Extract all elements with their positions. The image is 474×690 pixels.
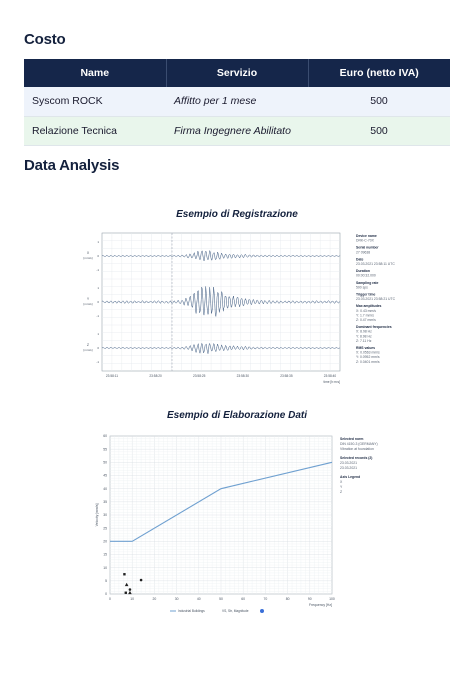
x-axis-label: Frequency [Hz] — [309, 603, 332, 607]
info-line: Z: 0.47 mm/s — [356, 318, 376, 322]
side-info-line: Z — [340, 490, 343, 494]
y-tick-label: 45 — [103, 473, 107, 478]
table-row — [24, 87, 450, 116]
cost-table — [24, 59, 450, 146]
costo-heading: Costo — [24, 31, 66, 48]
channel-label: X — [86, 251, 90, 255]
y-tick-label: 50 — [103, 460, 107, 465]
header-servizio: Servizio — [166, 59, 308, 87]
side-info-line: Vibration at foundation — [340, 447, 374, 451]
y-axis-label: Velocity [mm/s] — [95, 503, 99, 527]
y-tick-label: 60 — [103, 434, 107, 439]
side-info-line: Selected norm — [340, 437, 364, 441]
info-line: Device name — [356, 234, 377, 238]
x-axis-label: time [h:m:s] — [323, 380, 340, 384]
legend-item: Industrial Buildings — [178, 609, 205, 614]
info-line: 23.03.2021 23:58:11 UTC — [356, 262, 395, 266]
y-tick-label: -1 — [96, 314, 99, 318]
x-tick-label: 60 — [241, 597, 246, 601]
header-name: Name — [24, 59, 166, 87]
info-line: 00:00:32.000 — [356, 273, 376, 278]
info-line: Z: 0.0401 mm/s — [356, 359, 380, 364]
y-tick-label: 1 — [97, 286, 99, 290]
x-tick-label: 20 — [152, 597, 157, 601]
x-tick-label: 100 — [329, 597, 335, 601]
x-tick-label: 23:58:35 — [280, 374, 293, 378]
y-tick-label: -1 — [96, 268, 99, 272]
x-tick-label: 23:58:11 — [105, 374, 119, 378]
cell-name: Syscom ROCK — [24, 87, 166, 116]
y-tick-label: 1 — [97, 332, 99, 336]
x-tick-label: 23:58:20 — [149, 374, 162, 378]
channel-unit: [mm/s] — [83, 348, 93, 352]
y-tick-label: 15 — [103, 552, 107, 557]
cell-servizio: Affitto per 1 mese — [166, 87, 308, 116]
data-point-z — [125, 592, 127, 594]
y-tick-label: 20 — [103, 539, 107, 544]
processing-chart — [92, 430, 392, 616]
info-line: Serial number — [356, 245, 379, 250]
x-tick-label: 23:58:40 — [323, 374, 337, 378]
x-tick-label: 23:58:25 — [192, 374, 206, 378]
info-line: X: 8.98 Hz — [356, 329, 372, 334]
y-tick-label: 0 — [97, 346, 99, 350]
x-tick-label: 90 — [307, 597, 312, 601]
info-line: Duration — [356, 269, 370, 274]
figure2-title: Esempio di Elaborazione Dati — [166, 410, 308, 421]
side-info-line: Selected records (2) — [340, 456, 373, 460]
y-tick-label: 10 — [103, 565, 107, 570]
channel-unit: [mm/s] — [83, 302, 93, 306]
y-tick-label: 0 — [97, 254, 99, 258]
side-info-line: Y — [340, 485, 343, 489]
figure1-title: Esempio di Registrazione — [176, 209, 298, 220]
x-tick-label: 30 — [174, 597, 179, 601]
info-line: Y: 8.98 Hz — [356, 334, 372, 339]
data-point-y — [140, 579, 143, 582]
cell-euro: 500 — [308, 116, 450, 145]
y-tick-label: 0 — [97, 300, 99, 304]
y-tick-label: 0 — [105, 592, 107, 597]
y-tick-label: 30 — [103, 513, 107, 518]
legend-item: VS, Str, Magnitude — [222, 609, 249, 614]
cost-table-header — [24, 59, 450, 87]
channel-label: Z — [86, 343, 90, 347]
side-info-line: Axis Legend — [340, 475, 361, 479]
y-tick-label: 55 — [103, 447, 107, 452]
x-tick-label: 70 — [263, 597, 268, 601]
info-icon — [260, 609, 264, 613]
registration-chart — [78, 229, 398, 389]
info-line: RMS values — [356, 346, 376, 350]
info-line: Trigger time — [356, 292, 376, 297]
data-analysis-heading: Data Analysis — [24, 157, 120, 174]
data-point-z — [123, 573, 125, 575]
info-line: 500 sps — [356, 285, 368, 290]
x-tick-label: 23:58:30 — [236, 374, 250, 378]
x-tick-label: 0 — [109, 597, 111, 601]
channel-label: Y — [86, 297, 90, 301]
info-line: Max amplitudes — [356, 304, 382, 309]
y-tick-label: 5 — [105, 579, 107, 584]
header-euro: Euro (netto IVA) — [308, 59, 450, 87]
info-line: X: 0.0563 mm/s — [356, 350, 380, 355]
cell-euro: 500 — [308, 87, 450, 116]
y-tick-label: 25 — [103, 526, 107, 531]
x-tick-label: 50 — [219, 597, 223, 601]
cell-name: Relazione Tecnica — [24, 116, 166, 145]
info-line: 23.03.2021 23:58:21 UTC — [356, 297, 396, 302]
info-line: 27 09638 — [356, 250, 371, 255]
info-line: Y: 0.0952 mm/s — [356, 355, 380, 360]
table-row — [24, 116, 450, 145]
cell-servizio: Firma Ingegnere Abilitato — [166, 116, 308, 145]
info-line: Date — [356, 257, 364, 262]
y-tick-label: 40 — [103, 486, 107, 491]
info-line: Sampling rate — [356, 280, 379, 285]
channel-unit: [mm/s] — [83, 256, 93, 260]
y-tick-label: 35 — [103, 500, 107, 505]
side-info-line: 23.03.2021 — [340, 466, 357, 470]
side-info-line: 23.03.2021 — [340, 461, 357, 465]
info-line: Y: 1.7 mm/s — [356, 313, 374, 318]
info-line: Dominant frequencies — [356, 325, 392, 330]
side-info-line: DIN 4150-3 (GERMANY) — [340, 442, 378, 446]
x-tick-label: 40 — [196, 597, 201, 601]
info-line: X: 0.43 mm/s — [356, 308, 376, 313]
x-tick-label: 80 — [285, 597, 290, 601]
y-tick-label: 1 — [97, 240, 99, 244]
data-point-y — [129, 588, 132, 591]
x-tick-label: 10 — [130, 597, 135, 601]
y-tick-label: -1 — [96, 360, 99, 364]
info-line: DRK-C-70X — [356, 238, 374, 243]
side-info-line: X — [340, 480, 343, 484]
info-line: Z: 7.11 Hz — [356, 338, 372, 343]
